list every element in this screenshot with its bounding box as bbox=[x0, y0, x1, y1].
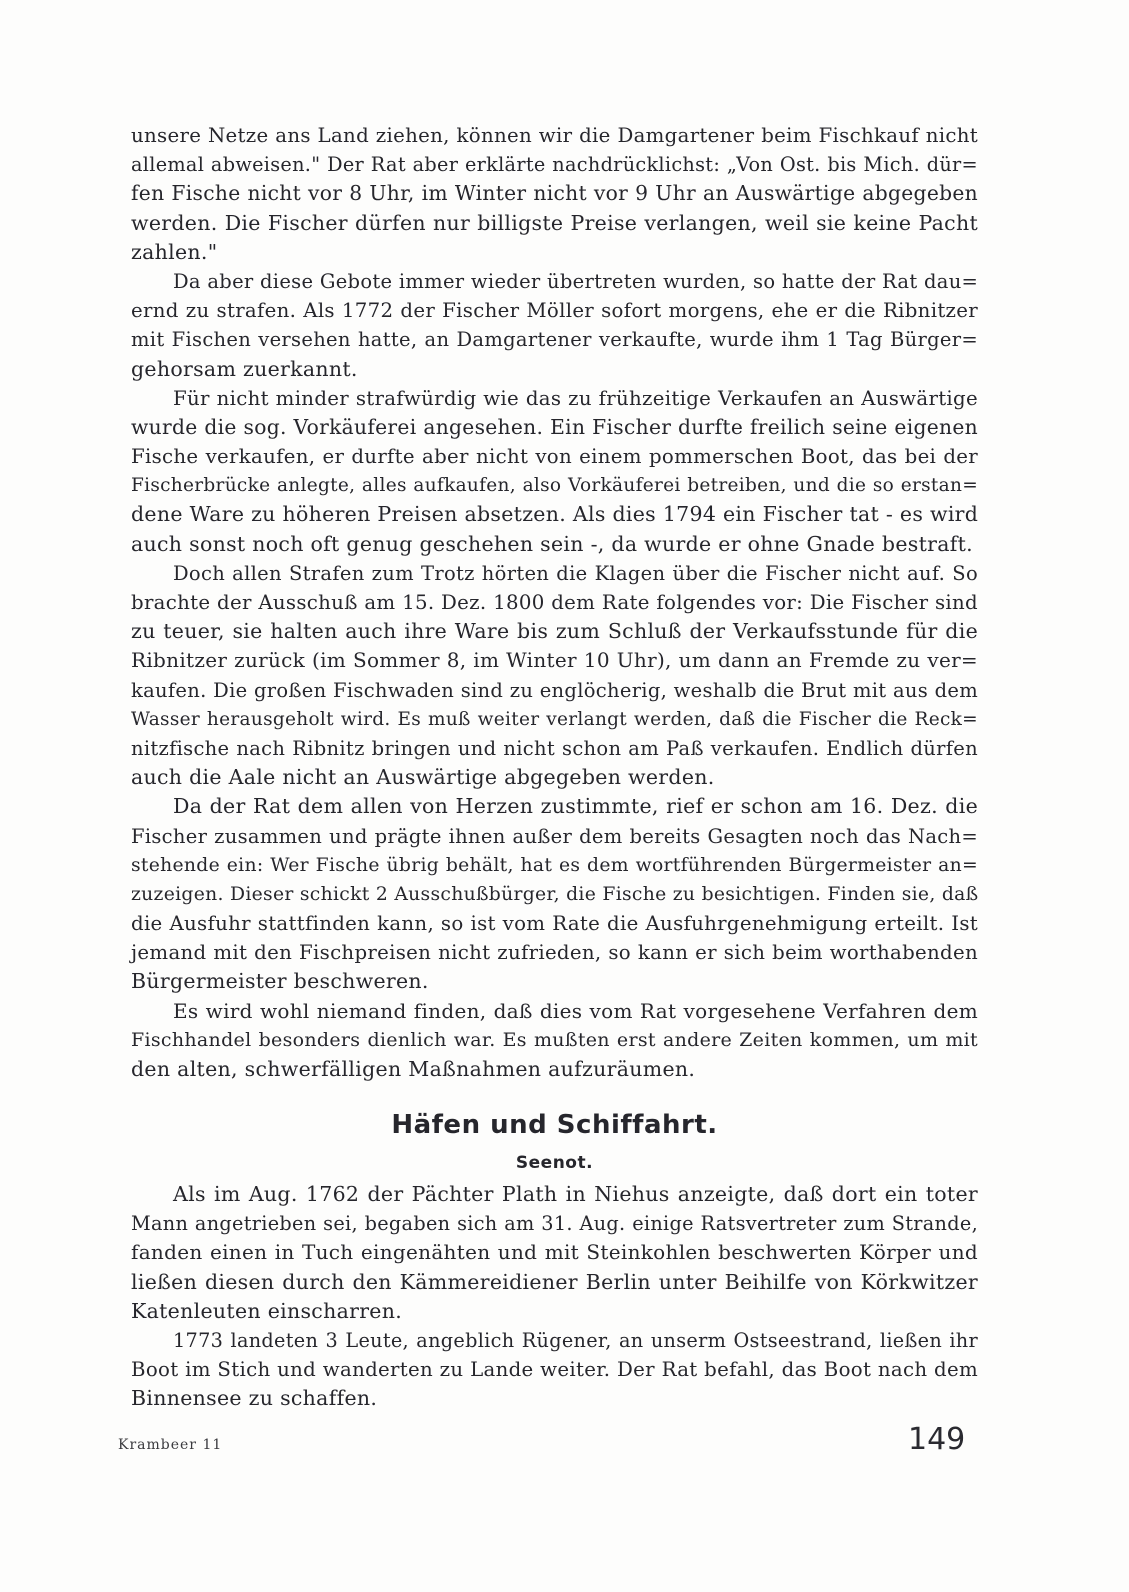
text-line: Mann angetrieben sei, begaben sich am 31. Aug. einige Ratsvertreter zum Strande, bbox=[131, 1212, 978, 1236]
text-line: Es wird wohl niemand finden, daß dies vom Rat vorgesehene Verfahren dem bbox=[173, 998, 978, 1023]
text-line: Katenleuten einscharren. bbox=[131, 1298, 403, 1323]
text-line: stehende ein: Wer Fische übrig behält, hat es dem wortführenden Bürgermeister an= bbox=[131, 854, 978, 876]
body-text-block-2 bbox=[131, 1180, 978, 1414]
text-line: ernd zu strafen. Als 1772 der Fischer Möller sofort morgens, ehe er die Ribnitzer bbox=[131, 299, 978, 323]
text-line: Als im Aug. 1762 der Pächter Plath in Niehus anzeigte, daß dort ein toter bbox=[173, 1182, 978, 1206]
text-line: den alten, schwerfälligen Maßnahmen aufzuräumen. bbox=[131, 1057, 696, 1081]
text-line: Da aber diese Gebote immer wieder übertreten wurden, so hatte der Rat dau= bbox=[173, 269, 979, 293]
text-line: nitzfische nach Ribnitz bringen und nicht schon am Paß verkaufen. Endlich dürfen bbox=[131, 736, 978, 760]
text-line: auch die Aale nicht an Auswärtige abgegeben werden. bbox=[131, 765, 715, 790]
text-line: Fischerbrücke anlegte, alles aufkaufen, also Vorkäuferei betreiben, und die so erstan= bbox=[131, 475, 978, 497]
text-line: Fische verkaufen, er durfte aber nicht von einem pommerschen Boot, das bei der bbox=[131, 445, 978, 469]
page-number: 149 bbox=[908, 1422, 966, 1457]
text-line: 1773 landeten 3 Leute, angeblich Rügener, an unserm Ostseestrand, ließen ihr bbox=[173, 1328, 978, 1352]
text-line: Bürgermeister beschweren. bbox=[131, 969, 429, 994]
text-line: Für nicht minder strafwürdig wie das zu frühzeitige Verkaufen an Auswärtige bbox=[173, 386, 978, 410]
text-line: fen Fische nicht vor 8 Uhr, im Winter nicht vor 9 Uhr an Auswärtige abgegeben bbox=[131, 181, 978, 206]
text-line: dene Ware zu höheren Preisen absetzen. Als dies 1794 ein Fischer tat - es wird bbox=[131, 502, 979, 527]
text-line: Wasser herausgeholt wird. Es muß weiter verlangt werden, daß die Fischer die Reck= bbox=[131, 708, 978, 730]
text-line: Da der Rat dem allen von Herzen zustimmte, rief er schon am 16. Dez. die bbox=[173, 794, 978, 819]
text-line: mit Fischen versehen hatte, an Damgartener verkaufte, wurde ihm 1 Tag Bürger= bbox=[131, 328, 978, 352]
text-line: brachte der Ausschuß am 15. Dez. 1800 dem Rate folgendes vor: Die Fischer sind bbox=[131, 591, 978, 614]
body-text-block bbox=[131, 121, 978, 1084]
text-line: kaufen. Die großen Fischwaden sind zu englöcherig, weshalb die Brut mit aus dem bbox=[131, 678, 978, 702]
text-line: zuzeigen. Dieser schickt 2 Ausschußbürger, die Fische zu besichtigen. Finden sie, daß bbox=[131, 883, 979, 905]
text-line: gehorsam zuerkannt. bbox=[131, 356, 358, 381]
text-line: zu teuer, sie halten auch ihre Ware bis zum Schluß der Verkaufsstunde für die bbox=[131, 619, 978, 644]
text-line: Fischer zusammen und prägte ihnen außer dem bereits Gesagten noch das Nach= bbox=[131, 824, 978, 848]
text-line: ließen diesen durch den Kämmereidiener Berlin unter Beihilfe von Körkwitzer bbox=[131, 1269, 978, 1294]
text-line: auch sonst noch oft genug geschehen sein -, da wurde er ohne Gnade bestraft. bbox=[131, 531, 973, 556]
printer-signature: Krambeer 11 bbox=[118, 1437, 223, 1453]
text-line: jemand mit den Fischpreisen nicht zufrieden, so kann er sich beim worthabenden bbox=[131, 941, 978, 965]
section-heading: Häfen und Schiffahrt. bbox=[391, 1110, 718, 1140]
text-line: zahlen." bbox=[131, 239, 218, 264]
text-line: Boot im Stich und wanderten zu Lande weiter. Der Rat befahl, das Boot nach dem bbox=[131, 1358, 978, 1382]
text-line: Doch allen Strafen zum Trotz hörten die Klagen über die Fischer nicht auf. So bbox=[173, 561, 978, 585]
text-line: werden. Die Fischer dürfen nur billigste Preise verlangen, weil sie keine Pacht bbox=[131, 210, 978, 235]
text-line: fanden einen in Tuch eingenähten und mit Steinkohlen beschwerten Körper und bbox=[131, 1240, 978, 1265]
text-line: unsere Netze ans Land ziehen, können wir die Damgartener beim Fischkauf nicht bbox=[131, 124, 978, 147]
sub-heading: Seenot. bbox=[515, 1153, 594, 1173]
text-line: allemal abweisen." Der Rat aber erklärte nachdrücklichst: „Von Ost. bis Mich. dür= bbox=[131, 153, 978, 177]
text-line: Ribnitzer zurück (im Sommer 8, im Winter 10 Uhr), um dann an Fremde zu ver= bbox=[131, 648, 978, 673]
text-line: die Ausfuhr stattfinden kann, so ist vom Rate die Ausfuhrgenehmigung erteilt. Ist bbox=[131, 912, 978, 936]
text-line: Fischhandel besonders dienlich war. Es mußten erst andere Zeiten kommen, um mit bbox=[131, 1028, 978, 1051]
text-line: Binnensee zu schaffen. bbox=[131, 1386, 378, 1411]
text-line: wurde die sog. Vorkäuferei angesehen. Ein Fischer durfte freilich seine eigenen bbox=[131, 414, 978, 439]
